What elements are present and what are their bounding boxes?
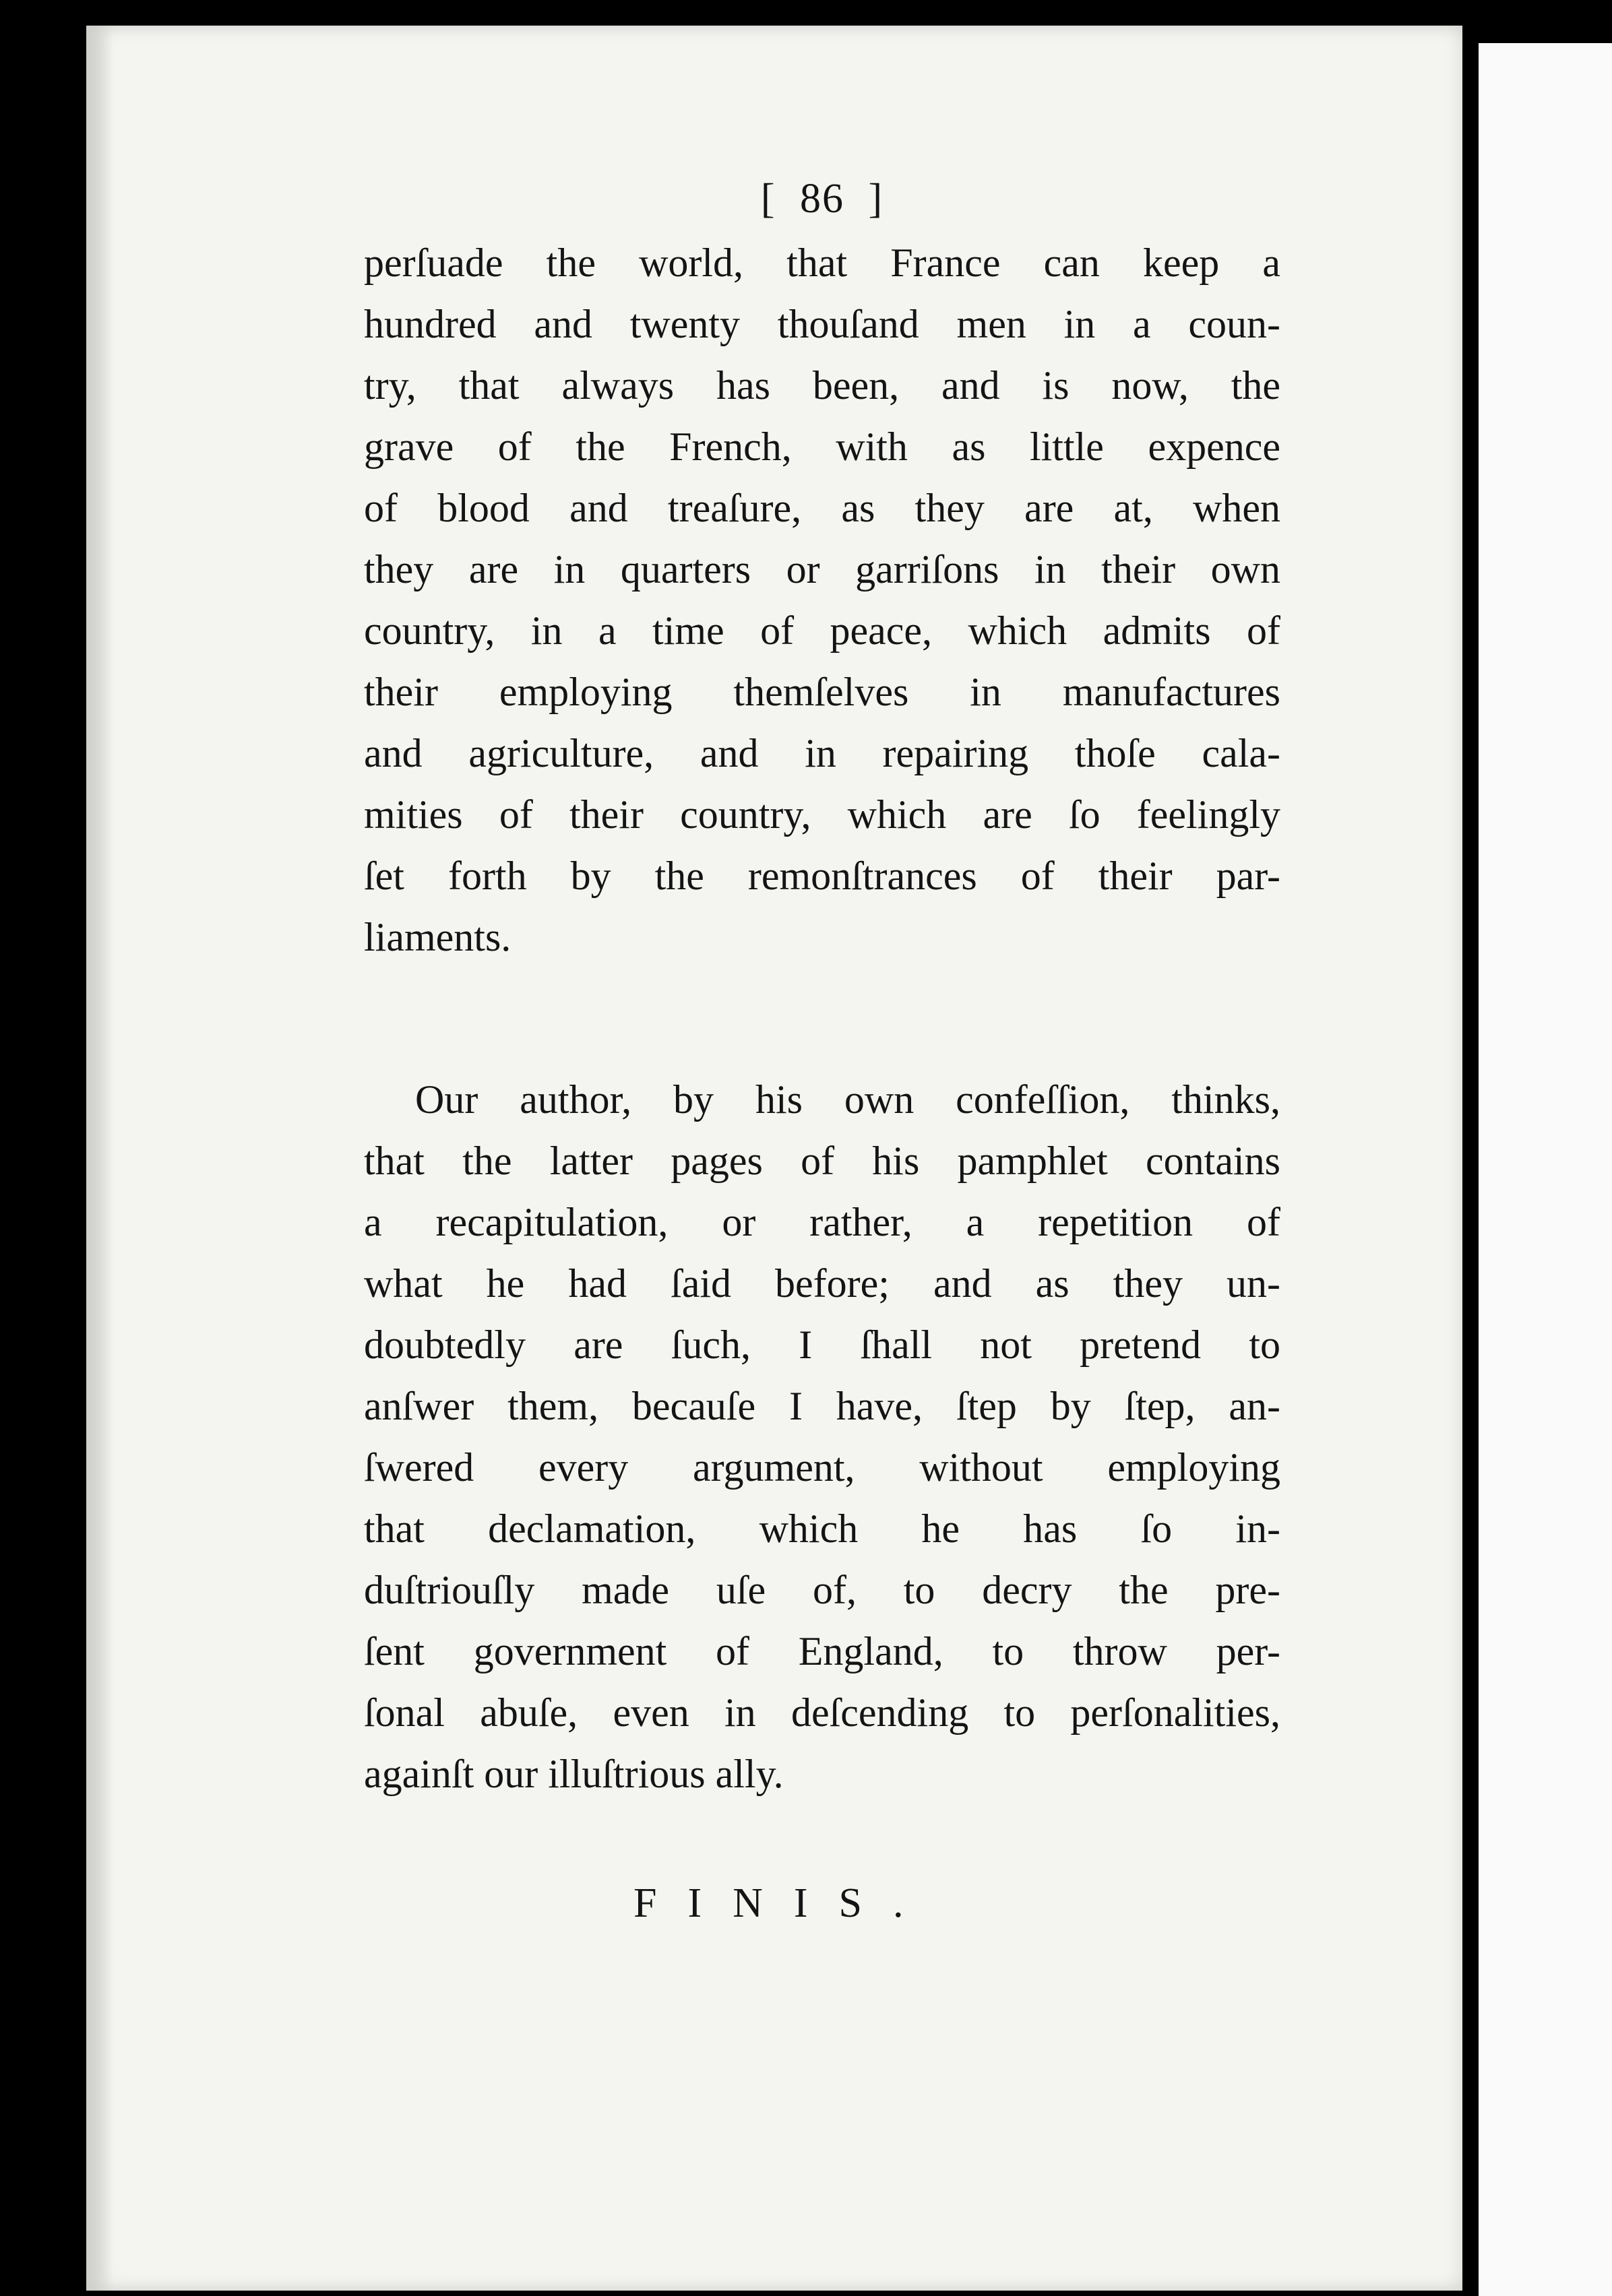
text-line: that the latter pages of his pamphlet contains: [364, 1139, 1280, 1183]
text-line: hundred and twenty thouſand men in a coun-: [364, 302, 1280, 346]
paragraph-gap: [364, 968, 1280, 1069]
text-line: ſwered every argument, without employing: [364, 1445, 1280, 1490]
page-text-block: [364, 172, 1280, 1805]
paragraph-2: [364, 1069, 1280, 1805]
text-line: Our author, by his own confeſſion, thinks,: [415, 1077, 1280, 1122]
facing-page-edge: [1479, 43, 1612, 2296]
text-line: that declamation, which he has ſo in-: [364, 1506, 1280, 1551]
text-line: ſet forth by the remonſtrances of their par-: [364, 854, 1280, 898]
page-gutter-shadow: [86, 26, 113, 2291]
paragraph-1: [364, 232, 1280, 968]
text-line: anſwer them, becauſe I have, ſtep by ſtep, an-: [364, 1384, 1280, 1428]
text-line: duſtriouſly made uſe of, to decry the pre-: [364, 1568, 1280, 1612]
text-line: ſonal abuſe, even in deſcending to perſonalities,: [364, 1690, 1280, 1735]
text-line: country, in a time of peace, which admits of: [364, 608, 1280, 653]
text-line: and agriculture, and in repairing thoſe cala-: [364, 731, 1280, 775]
text-line: liaments.: [364, 915, 512, 959]
text-line: againſt our illuſtrious ally.: [364, 1752, 784, 1796]
text-line: they are in quarters or garriſons in their own: [364, 547, 1280, 592]
text-line: a recapitulation, or rather, a repetition of: [364, 1200, 1280, 1244]
page-number-header: [ 86 ]: [760, 176, 884, 222]
text-line: doubtedly are ſuch, I ſhall not pretend to: [364, 1322, 1280, 1367]
text-line: ſent government of England, to throw per-: [364, 1629, 1280, 1673]
text-line: perſuade the world, that France can keep a: [364, 241, 1280, 285]
text-line: grave of the French, with as little expence: [364, 424, 1280, 469]
text-line: what he had ſaid before; and as they un-: [364, 1261, 1280, 1306]
text-line: of blood and treaſure, as they are at, when: [364, 486, 1280, 530]
text-line: their employing themſelves in manufactures: [364, 670, 1280, 714]
text-line: mities of their country, which are ſo feelingly: [364, 792, 1280, 837]
text-line: try, that always has been, and is now, the: [364, 363, 1280, 408]
finis-heading: FINIS.: [633, 1880, 935, 1926]
